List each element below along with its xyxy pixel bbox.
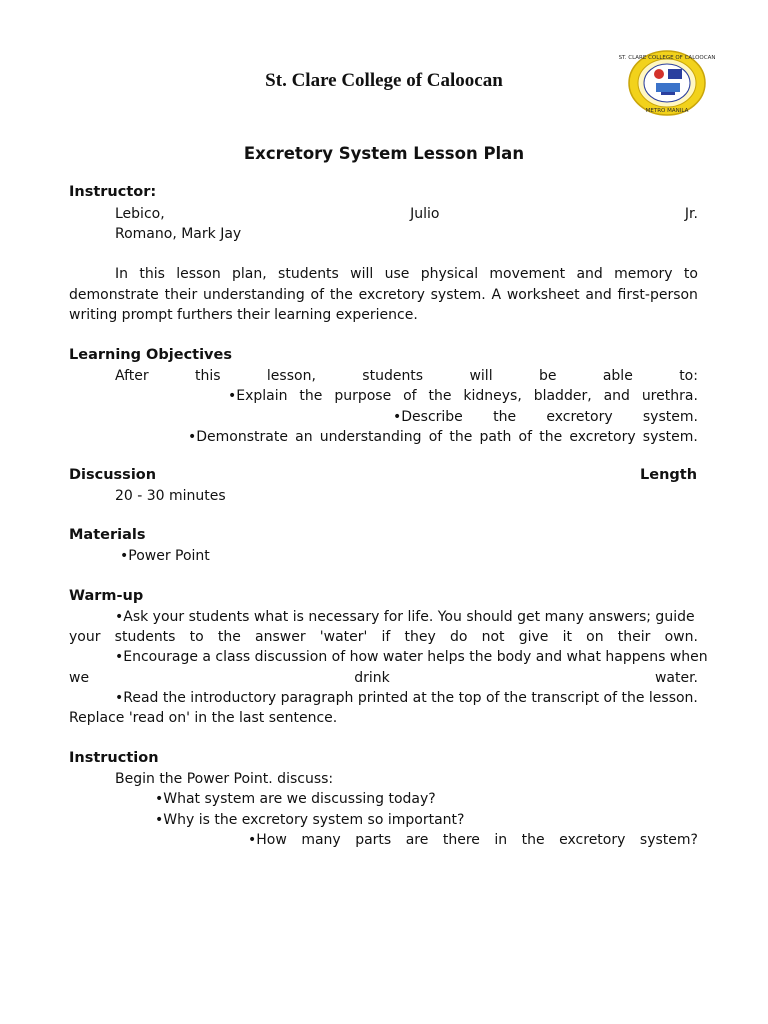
word: students (362, 368, 424, 384)
word: answer (255, 629, 306, 645)
instructor-word: Lebico, (115, 206, 165, 222)
word: system? (639, 832, 698, 848)
word: their (164, 287, 198, 303)
word: worksheet (506, 287, 580, 303)
discussion-heading: Discussion (69, 467, 157, 483)
word: students (114, 629, 176, 645)
word: the (329, 287, 353, 303)
seal-text-bottom: METRO MANILA (645, 108, 689, 114)
word: lesson, (266, 368, 316, 384)
word: will (469, 368, 493, 384)
word: and (576, 266, 603, 282)
word: drink (354, 670, 390, 686)
word: to (683, 266, 698, 282)
word: own. (664, 629, 698, 645)
warmup-heading: Warm-up (69, 588, 144, 604)
word: to: (679, 368, 698, 384)
instructor-heading: Instructor: (69, 184, 157, 200)
word: this (139, 266, 165, 282)
word: •Describe (393, 409, 463, 425)
word: your (69, 629, 101, 645)
objective-item (188, 430, 698, 444)
word: on (586, 629, 604, 645)
objectives-lead (115, 369, 698, 383)
length-label: Length (640, 467, 698, 483)
word: system. (642, 429, 698, 445)
word: kidneys, (463, 388, 522, 404)
word: able (602, 368, 633, 384)
word: memory (614, 266, 673, 282)
warmup-p1-line1: •Ask your students what is necessary for life. You should get many answers; guide (115, 609, 695, 625)
word: parts (355, 832, 392, 848)
word: •Explain (228, 388, 288, 404)
materials-item: •Power Point (120, 548, 210, 564)
objective-item (228, 389, 698, 403)
word: After (115, 368, 149, 384)
warmup-p3-line1: •Read the introductory paragraph printed at the top of the transcript of the lesson. (115, 690, 698, 706)
word: be (538, 368, 557, 384)
warmup-p3-line2: Replace 'read on' in the last sentence. (69, 710, 338, 726)
word: to (189, 629, 204, 645)
word: •Demonstrate (188, 429, 288, 445)
word: plan, (232, 266, 267, 282)
warmup-p1-line2 (69, 630, 698, 644)
word: they (404, 629, 436, 645)
instruction-heading: Instruction (69, 750, 159, 766)
word: understanding (202, 287, 305, 303)
word: the (493, 409, 517, 425)
word: the (449, 429, 473, 445)
instructor-line-1 (115, 207, 698, 221)
word: it (562, 629, 572, 645)
word: of (310, 287, 325, 303)
word: water. (654, 670, 698, 686)
word: do (449, 629, 468, 645)
instruction-question: •What system are we discussing today? (155, 791, 436, 807)
word: A (491, 287, 502, 303)
word: this (195, 368, 221, 384)
word: the (539, 429, 563, 445)
instruction-question: •Why is the excretory system so important? (155, 812, 465, 828)
instructor-word: Julio (410, 206, 440, 222)
seal-text-top: ST. CLARE COLLEGE OF CALOOCAN (618, 55, 716, 61)
word: excretory (358, 287, 425, 303)
word: and (603, 388, 630, 404)
word: will (350, 266, 374, 282)
word: of (403, 388, 417, 404)
word: understanding (319, 429, 422, 445)
document-title: Excretory System Lesson Plan (243, 144, 525, 163)
word: the (428, 388, 452, 404)
word: purpose (334, 388, 392, 404)
word: demonstrate (69, 287, 159, 303)
word: the (299, 388, 323, 404)
word: first-person (617, 287, 698, 303)
word: physical (420, 266, 479, 282)
word: if (381, 629, 391, 645)
instructor-line-2: Romano, Mark Jay (115, 226, 242, 242)
word: excretory (559, 832, 626, 848)
word: of (428, 429, 443, 445)
instruction-lead: Begin the Power Point. discuss: (115, 771, 334, 787)
school-name: St. Clare College of Caloocan (265, 70, 503, 91)
word: 'water' (319, 629, 368, 645)
discussion-duration: 20 - 30 minutes (115, 488, 226, 504)
word: give (518, 629, 549, 645)
word: In (115, 266, 129, 282)
word: not (481, 629, 505, 645)
word: are (405, 832, 429, 848)
word: there (442, 832, 480, 848)
intro-line-3: writing prompt furthers their learning experience. (69, 307, 418, 323)
word: the (217, 629, 241, 645)
word: excretory (546, 409, 613, 425)
word: the (521, 832, 545, 848)
word: bladder, (533, 388, 592, 404)
instruction-question (248, 833, 698, 847)
word: an (295, 429, 313, 445)
word: of (518, 429, 533, 445)
word: path (479, 429, 512, 445)
word: many (301, 832, 341, 848)
objective-item (393, 410, 698, 424)
materials-heading: Materials (69, 527, 146, 543)
word: their (617, 629, 651, 645)
word: urethra. (641, 388, 698, 404)
word: system. (430, 287, 486, 303)
objectives-heading: Learning Objectives (69, 347, 232, 363)
intro-line-2 (69, 288, 698, 302)
word: excretory (569, 429, 636, 445)
word: •How (248, 832, 287, 848)
word: use (384, 266, 410, 282)
word: we (69, 670, 90, 686)
warmup-p2-line1: •Encourage a class discussion of how water helps the body and what happens when (115, 649, 708, 665)
school-seal-logo (618, 50, 716, 116)
word: system. (642, 409, 698, 425)
warmup-p2-line2 (69, 671, 698, 685)
intro-line-1 (115, 267, 698, 281)
word: students (278, 266, 339, 282)
word: in (494, 832, 508, 848)
instructor-word: Jr. (684, 206, 698, 222)
word: lesson (176, 266, 221, 282)
word: and (585, 287, 612, 303)
word: movement (489, 266, 566, 282)
